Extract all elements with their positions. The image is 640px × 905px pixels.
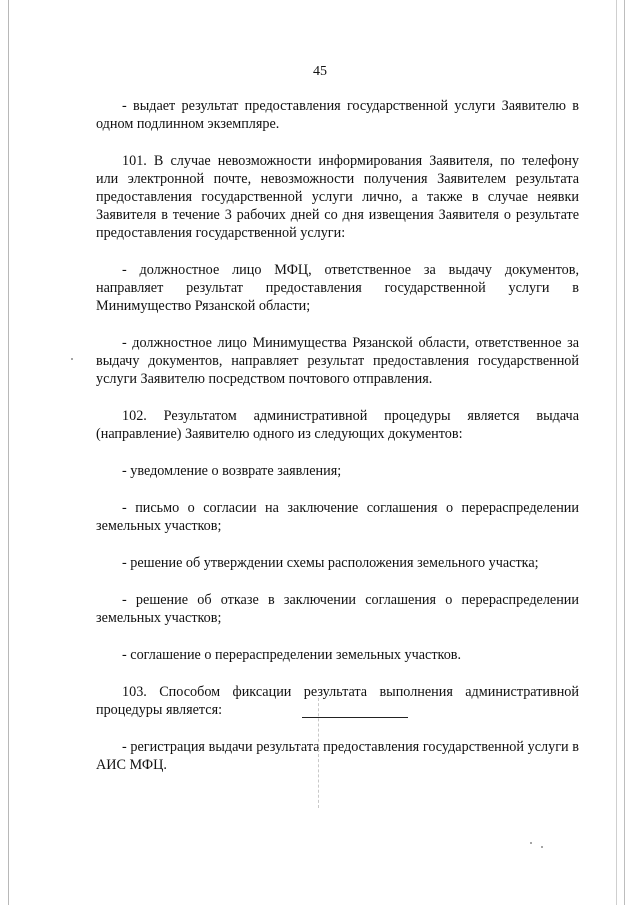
paragraph-101: 101. В случае невозможности информирования Заявителя, по телефону или электронной почте, невозможности получения Заявителем результата предоставления государственной услуги лично, а также в случае неявки Заявителя в течение 3 рабочих дней со дня извещения Заявителя о результате предоставления государственной услуги: xyxy=(96,153,579,241)
page-number: 45 xyxy=(313,64,327,79)
list-item-return-notice: - уведомление о возврате заявления; xyxy=(122,463,342,479)
paragraph-result-issue: - выдает результат предоставления государственной услуги Заявителю в одном подлинном экземпляре. xyxy=(96,98,579,132)
list-item-redistribution-agreement: - соглашение о перераспределении земельных участков. xyxy=(122,647,462,663)
list-item-scheme-approval: - решение об утверждении схемы расположения земельного участка; xyxy=(122,555,539,571)
scan-edge-right xyxy=(616,0,617,905)
paragraph-ministry-official: - должностное лицо Минимущества Рязанской области, ответственное за выдачу документов, направляет результат предоставления государственной услуги Заявителю посредством почтового отправления. xyxy=(96,335,579,387)
paragraph-102: 102. Результатом административной процедуры является выдача (направление) Заявителю одного из следующих документов: xyxy=(96,408,579,442)
scan-edge-right-outer xyxy=(624,0,625,905)
list-item-refusal-decision: - решение об отказе в заключении соглашения о перераспределении земельных участков; xyxy=(96,592,579,626)
document-body xyxy=(96,97,579,774)
list-item-ais-registration: - регистрация выдачи результата предоставления государственной услуги в АИС МФЦ. xyxy=(96,739,579,773)
list-item-consent-letter: - письмо о согласии на заключение соглашения о перераспределении земельных участков; xyxy=(96,500,579,534)
scan-speck xyxy=(71,358,73,360)
end-divider xyxy=(302,717,408,718)
scan-speck xyxy=(530,842,532,844)
scan-speck xyxy=(541,846,543,848)
scan-artifact-line xyxy=(318,698,320,808)
paragraph-mfc-official: - должностное лицо МФЦ, ответственное за выдачу документов, направляет результат предоставления государственной услуги в Минимущество Рязанской области; xyxy=(96,262,579,314)
paragraph-103: 103. Способом фиксации результата выполнения административной процедуры является: xyxy=(96,684,579,718)
scan-edge-left xyxy=(8,0,9,905)
